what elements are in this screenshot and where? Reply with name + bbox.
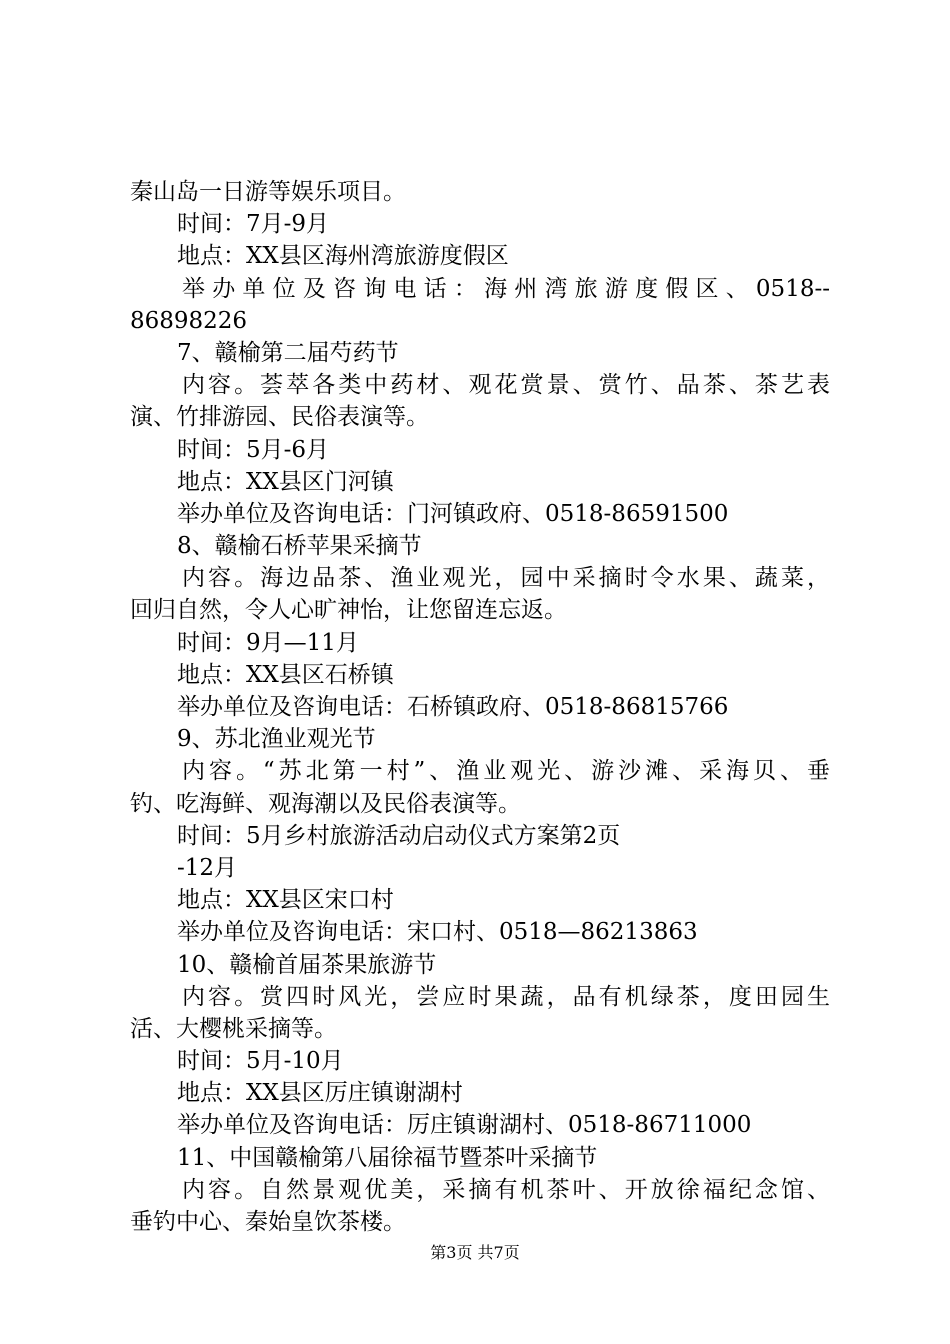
text-line: 内容。荟萃各类中药材、观花赏景、赏竹、品茶、茶艺表 [182, 372, 830, 399]
text-line: 举办单位及咨询电话：海州湾旅游度假区、0518-- [182, 275, 830, 302]
text-line: 地点：XX县区石桥镇 [177, 661, 394, 688]
page-number-label: 第3页 共7页 [430, 1243, 520, 1262]
section-heading: 9、苏北渔业观光节 [177, 726, 376, 753]
section-heading: 8、赣榆石桥苹果采摘节 [177, 533, 422, 560]
text-line: 举办单位及咨询电话：门河镇政府、0518-86591500 [177, 500, 729, 527]
text-line: -12月 [177, 854, 238, 881]
section-heading: 7、赣榆第二届芍药节 [177, 339, 399, 366]
text-line: 时间：9月—11月 [177, 629, 359, 656]
text-line: 时间：5月-10月 [177, 1048, 344, 1075]
text-line: 地点：XX县区厉庄镇谢湖村 [177, 1080, 463, 1107]
text-line: 演、竹排游园、民俗表演等。 [130, 404, 429, 431]
section-heading: 10、赣榆首届茶果旅游节 [177, 951, 437, 978]
text-line: 举办单位及咨询电话：厉庄镇谢湖村、0518-86711000 [177, 1112, 752, 1139]
text-line: 时间：5月-6月 [177, 436, 330, 463]
text-line: 地点：XX县区门河镇 [177, 468, 394, 495]
text-line: 内容。“苏北第一村”、渔业观光、游沙滩、采海贝、垂 [182, 758, 830, 785]
text-line: 内容。赏四时风光，尝应时果蔬，品有机绿茶，度田园生 [182, 983, 830, 1010]
text-line: 垂钓中心、秦始皇饮茶楼。 [130, 1209, 406, 1235]
section-heading: 11、中国赣榆第八届徐福节暨茶叶采摘节 [177, 1144, 598, 1171]
page-footer [0, 1242, 950, 1264]
text-line: 钓、吃海鲜、观海潮以及民俗表演等。 [130, 790, 521, 817]
document-body [130, 176, 830, 1238]
text-line: 回归自然，令人心旷神怡，让您留连忘返。 [130, 597, 567, 624]
text-line: 秦山岛一日游等娱乐项目。 [130, 179, 406, 205]
text-line: 举办单位及咨询电话：石桥镇政府、0518-86815766 [177, 694, 729, 720]
text-line: 地点：XX县区海州湾旅游度假区 [177, 243, 509, 270]
text-line: 举办单位及咨询电话：宋口村、0518—86213863 [177, 919, 698, 946]
text-line: 内容。自然景观优美，采摘有机茶叶、开放徐福纪念馆、 [182, 1176, 830, 1203]
text-line: 地点：XX县区宋口村 [177, 887, 394, 914]
text-line: 内容。海边品茶、渔业观光，园中采摘时令水果、蔬菜， [182, 565, 830, 592]
text-line: 时间：7月-9月 [177, 211, 330, 238]
text-line: 时间：5月乡村旅游活动启动仪式方案第2页 [177, 822, 621, 849]
text-line: 86898226 [130, 307, 248, 334]
text-line: 活、大樱桃采摘等。 [130, 1015, 337, 1042]
